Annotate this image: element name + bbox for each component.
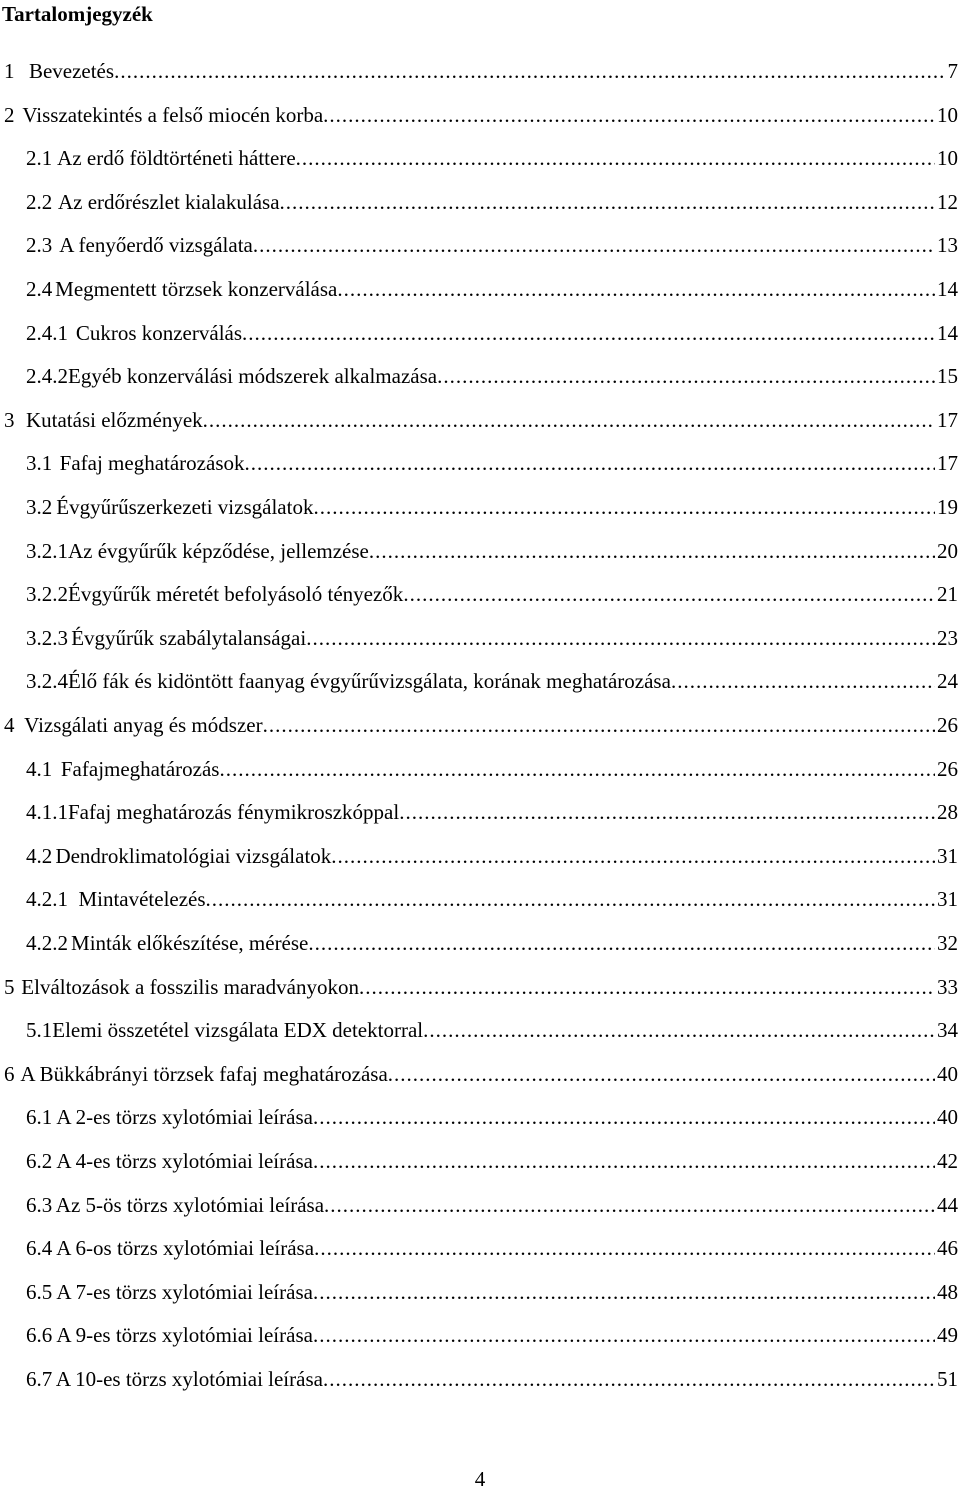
toc-leader-dots [313,1277,935,1307]
toc-entry-number: 4.2.2 [26,931,68,955]
toc-entry[interactable] [26,797,958,827]
toc-leader-dots [296,143,935,173]
toc-entry[interactable] [26,1233,958,1263]
toc-leader-dots [388,1059,935,1089]
toc-leader-dots [263,710,935,740]
toc-leader-dots [308,928,935,958]
toc-entry[interactable] [26,1364,958,1394]
toc-entry-title: A Bükkábrányi törzsek fafaj meghatározása [20,1061,388,1086]
toc-entry-page: 46 [937,1236,958,1261]
toc-entry[interactable] [26,666,958,696]
toc-entry-page: 13 [937,233,958,258]
toc-entry-page: 20 [937,538,958,563]
toc-leader-dots [337,274,935,304]
toc-entry[interactable] [26,230,958,260]
toc-entry-page: 15 [937,364,958,389]
toc-entry-number: 2.4.1 [26,320,68,345]
toc-entry-page: 17 [937,407,958,432]
toc-entry[interactable] [26,1015,958,1045]
toc-entry-title: Fafaj meghatározások [59,451,245,476]
toc-entry-number: 2 [4,102,15,127]
toc-entry-number: 4 [4,713,15,737]
toc-entry[interactable] [26,754,958,784]
toc-entry-page: 33 [937,974,958,999]
toc-entry-number: 6.5 [26,1279,53,1304]
toc-entry-title: Dendroklimatológiai vizsgálatok [55,843,332,868]
toc-leader-dots [369,536,935,566]
toc-entry-title: A 4-es törzs xylotómiai leírása [56,1149,313,1173]
toc-entry-title: Élő fák és kidöntött faanyag évgyűrűvizsgálata, korának meghatározása [68,669,671,694]
toc-entry-number: 6.4 [26,1236,53,1261]
toc-entry-title: A 10-es törzs xylotómiai leírása [55,1367,323,1391]
toc-leader-dots [203,405,935,435]
toc-entry-page: 49 [937,1323,958,1348]
toc-entry[interactable] [26,143,958,173]
toc-entry-number: 6.3 [26,1192,53,1217]
toc-entry-title: Évgyűrűk szabálytalanságai [71,625,307,650]
toc-entry-page: 23 [937,625,958,650]
toc-entry[interactable] [26,579,958,609]
toc-entry-page: 17 [937,451,958,476]
toc-entry-page: 19 [937,495,958,519]
toc-entry-number: 6.2 [26,1149,53,1173]
toc-entry-title: Az 5-ös törzs xylotómiai leírása [55,1192,325,1217]
toc-entry-number: 2.4.2 [26,364,68,389]
toc-entry-number: 2.4 [26,277,53,301]
toc-entry[interactable] [26,448,958,478]
toc-entry-page: 10 [937,102,958,127]
toc-entry-number: 2.3 [26,233,53,258]
toc-entry-page: 40 [937,1061,958,1086]
toc-leader-dots [331,841,935,871]
toc-entry-page: 10 [937,146,958,171]
toc-leader-dots [437,361,935,391]
toc-entry-page: 28 [937,800,958,825]
toc-entry-title: Elemi összetétel vizsgálata EDX detektorral [52,1018,424,1043]
toc-entry-title: A 7-es törzs xylotómiai leírása [56,1279,313,1304]
toc-entry-title: Fafajmeghatározás [60,756,220,781]
toc-entry-title: Az erdőrészlet kialakulása [57,189,280,214]
toc-leader-dots [359,972,935,1002]
toc-entry-title: Elváltozások a fosszilis maradványokon [21,974,359,999]
toc-entry[interactable] [26,318,958,348]
toc-entry-page: 26 [937,756,958,781]
toc-leader-dots [423,1015,935,1045]
toc-leader-dots [403,579,935,609]
toc-entry-page: 26 [937,713,958,737]
toc-entry-title: A 6-os törzs xylotómiai leírása [56,1236,315,1261]
toc-entry-title: A 9-es törzs xylotómiai leírása [56,1323,313,1348]
toc-entry[interactable] [26,884,958,914]
toc-entry[interactable] [26,274,958,304]
toc-entry-number: 4.2 [26,843,53,868]
toc-leader-dots [323,100,935,130]
toc-entry-title: Visszatekintés a felső miocén korba [22,102,324,127]
toc-leader-dots [313,1320,935,1350]
toc-entry-title: Kutatási előzmények [25,407,203,432]
toc-entry-number: 3.2.2 [26,582,68,607]
toc-entry-number: 6.1 [26,1105,53,1130]
toc-entry-number: 6.6 [26,1323,53,1348]
toc-entry-page: 31 [937,843,958,868]
toc-entry-title: Cukros konzerválás [75,320,243,345]
toc-entry-title: Évgyűrűk méretét befolyásoló tényezők [68,582,404,607]
toc-entry-page: 24 [937,669,958,694]
toc-leader-dots [314,1233,935,1263]
toc-entry[interactable] [26,841,958,871]
toc-entry-number: 3.2.4 [26,669,68,694]
toc-entry[interactable] [4,710,958,740]
toc-entry[interactable] [26,623,958,653]
toc-entry-page: 31 [937,887,958,912]
toc-leader-dots [253,230,935,260]
toc-entry-number: 5.1 [26,1018,53,1043]
toc-entry-title: Bevezetés [28,59,115,83]
toc-entry-title: Az erdő földtörténeti háttere [57,146,296,171]
toc-entry-page: 14 [937,320,958,345]
toc-entry-number: 2.2 [26,189,53,214]
toc-leader-dots [399,797,935,827]
toc-entry-title: Évgyűrűszerkezeti vizsgálatok [56,495,314,519]
toc-entry[interactable] [26,187,958,217]
toc-leader-dots [313,1146,935,1176]
toc-entry-page: 51 [937,1367,958,1391]
toc-entry-title: Minták előkészítése, mérése [71,931,309,955]
toc-entry-number: 3.2.3 [26,625,68,650]
toc-entry-title: Mintavételezés [78,887,206,912]
toc-entry[interactable] [4,405,958,435]
toc-entry-title: Egyéb konzerválási módszerek alkalmazása [68,364,438,389]
toc-entry[interactable] [4,1059,958,1089]
toc-entry-page: 7 [947,59,958,83]
toc-leader-dots [306,623,935,653]
toc-entry[interactable] [26,1102,958,1132]
toc-entry[interactable] [26,1190,958,1220]
toc-leader-dots [313,1102,935,1132]
toc-entry[interactable] [26,928,958,958]
toc-entry-title: Megmentett törzsek konzerválása [55,277,338,301]
toc-entry[interactable] [26,492,958,522]
toc-entry-page: 48 [937,1279,958,1304]
toc-entry-number: 6 [4,1061,15,1086]
toc-entry-title: Az évgyűrűk képződése, jellemzése [68,538,369,563]
toc-entry-number: 4.2.1 [26,887,68,912]
toc-entry[interactable] [4,972,958,1002]
toc-entry-number: 4.1 [26,756,53,781]
toc-entry-page: 32 [937,931,958,955]
toc-entry-number: 3.1 [26,451,53,476]
toc-entry[interactable] [4,100,958,130]
toc-entry-page: 21 [937,582,958,607]
toc-leader-dots [206,884,935,914]
toc-leader-dots [671,666,935,696]
toc-entry-number: 3.2.1 [26,538,68,563]
toc-entry-number: 1 [4,59,15,83]
toc-leader-dots [245,448,936,478]
toc-entry-number: 6.7 [26,1367,53,1391]
toc-leader-dots [313,492,935,522]
toc-entry-title: A fenyőerdő vizsgálata [59,233,253,258]
toc-entry-number: 5 [4,974,15,999]
toc-entry-title: A 2-es törzs xylotómiai leírása [56,1105,313,1130]
toc-entry-title: Vizsgálati anyag és módszer [24,713,263,737]
toc-entry[interactable] [26,1320,958,1350]
toc-entry-page: 12 [937,189,958,214]
page-number: 4 [474,1467,486,1491]
toc-leader-dots [324,1190,935,1220]
toc-entry[interactable] [26,536,958,566]
toc-entry[interactable] [4,56,958,86]
toc-leader-dots [323,1364,935,1394]
toc-entry-number: 2.1 [26,146,53,171]
toc-entry-page: 44 [937,1192,958,1217]
toc-entry-number: 3 [4,407,15,432]
toc-entry-number: 3.2 [26,495,53,519]
toc-entry-page: 34 [937,1018,958,1043]
toc-entry[interactable] [26,361,958,391]
toc-leader-dots [114,56,945,86]
toc-leader-dots [219,754,935,784]
toc-entry[interactable] [26,1146,958,1176]
toc-entry-page: 40 [937,1105,958,1130]
toc-entry-page: 14 [937,277,958,301]
toc-entry-number: 4.1.1 [26,800,68,825]
toc-entry-page: 42 [937,1149,958,1173]
toc-entry-title: Fafaj meghatározás fénymikroszkóppal [68,800,400,825]
toc-entry[interactable] [26,1277,958,1307]
toc-heading: Tartalomjegyzék [2,2,153,26]
toc-leader-dots [242,318,935,348]
toc-leader-dots [280,187,935,217]
